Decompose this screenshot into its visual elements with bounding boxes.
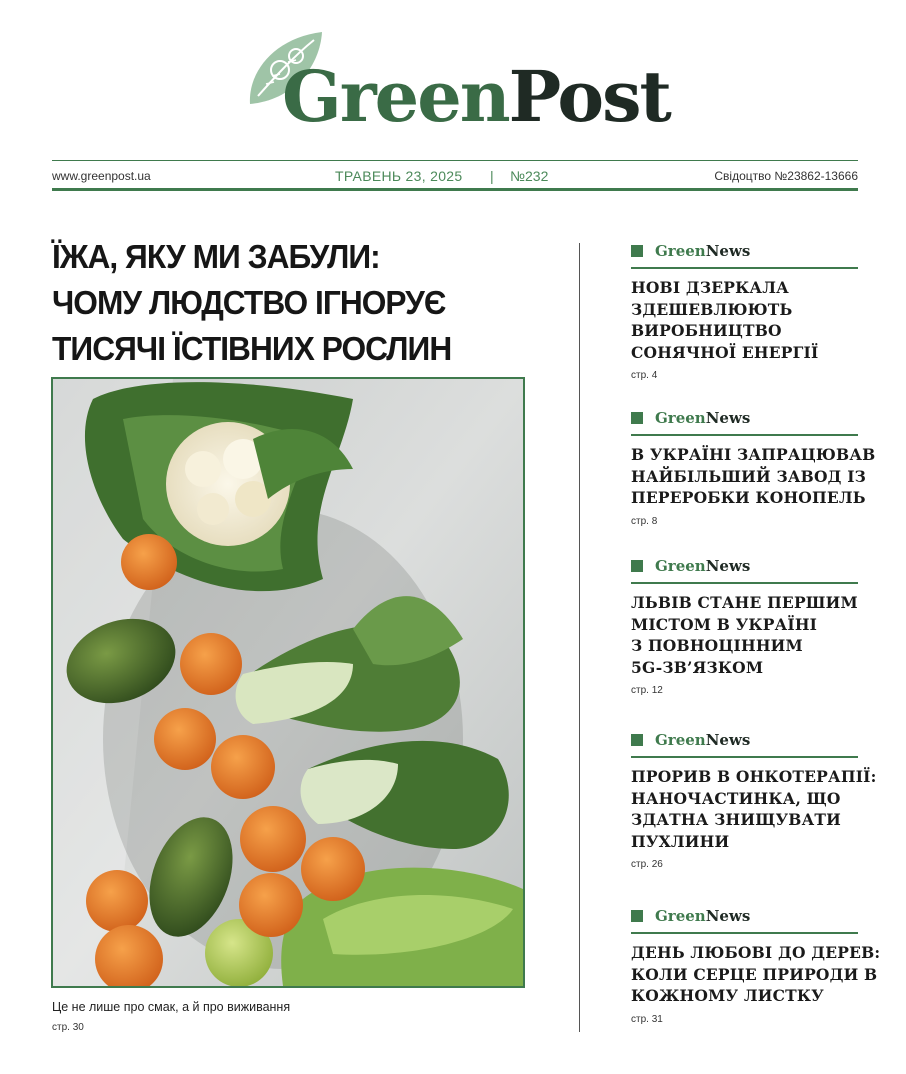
- news-rule: [631, 434, 858, 436]
- news-title-line: 5G-ЗВ’ЯЗКОМ: [631, 657, 764, 677]
- issue-date: ТРАВЕНЬ 23, 2025: [335, 168, 463, 184]
- photo-caption: Це не лише про смак, а й про виживання: [52, 1000, 291, 1014]
- section-label: [631, 730, 858, 750]
- square-bullet-icon: [631, 734, 643, 746]
- logo-green-part: Green: [282, 55, 509, 138]
- headline-line: ТИСЯЧІ ЇСТІВНИХ РОСЛИН: [52, 330, 452, 367]
- main-photo[interactable]: [51, 377, 525, 988]
- label-green: Green: [655, 557, 706, 575]
- label-news: News: [705, 409, 751, 427]
- news-item[interactable]: [631, 241, 858, 381]
- news-title-line: ЛЬВІВ СТАНЕ ПЕРШИМ: [631, 593, 858, 612]
- news-title[interactable]: [631, 444, 876, 509]
- label-green: Green: [655, 409, 706, 427]
- news-page: стр. 26: [631, 859, 663, 870]
- news-title-line: ВИРОБНИЦТВО: [631, 321, 782, 340]
- news-item[interactable]: [631, 906, 881, 1025]
- news-rule: [631, 582, 858, 584]
- news-page: стр. 12: [631, 685, 663, 696]
- news-page: стр. 8: [631, 515, 658, 527]
- news-title-line: ПРОРИВ В ОНКОТЕРАПІЇ:: [631, 767, 877, 786]
- headline-line: ЇЖА, ЯКУ МИ ЗАБУЛИ:: [52, 238, 380, 275]
- issue-number: №232: [510, 168, 549, 184]
- main-headline[interactable]: [52, 234, 542, 372]
- news-rule: [631, 932, 858, 934]
- label-news: News: [705, 242, 751, 260]
- masthead-top-rule: [52, 160, 858, 161]
- column-divider: [579, 243, 580, 1032]
- masthead-bottom-rule: [52, 188, 858, 191]
- news-page: стр. 4: [631, 370, 658, 381]
- section-label: [631, 906, 858, 926]
- news-title-line: НОВІ ДЗЕРКАЛА: [631, 278, 789, 297]
- label-news: News: [705, 731, 751, 749]
- news-title-line: В УКРАЇНІ ЗАПРАЦЮВАВ: [631, 445, 876, 464]
- news-item[interactable]: [631, 556, 858, 696]
- label-green: Green: [655, 907, 706, 925]
- news-page: стр. 31: [631, 1013, 663, 1025]
- news-title-line: ЗДЕШЕВЛЮЮТЬ: [631, 299, 793, 319]
- square-bullet-icon: [631, 245, 643, 257]
- news-title-line: МІСТОМ В УКРАЇНІ: [631, 614, 818, 634]
- logo-post-part: Post: [508, 55, 670, 138]
- news-title[interactable]: [631, 592, 858, 678]
- news-title[interactable]: [631, 277, 858, 363]
- section-label: [631, 408, 858, 428]
- news-title-line: ПУХЛИНИ: [631, 831, 730, 851]
- label-news: News: [705, 557, 751, 575]
- main-article-page: стр. 30: [52, 1022, 84, 1033]
- logo-wordmark[interactable]: [282, 55, 670, 138]
- website-link[interactable]: www.greenpost.ua: [52, 169, 151, 183]
- news-item[interactable]: [631, 730, 877, 870]
- date-separator: |: [490, 168, 494, 184]
- certificate-number: Свідоцтво №23862-13666: [714, 169, 858, 183]
- headline-line: ЧОМУ ЛЮДСТВО ІГНОРУЄ: [52, 284, 446, 321]
- news-title[interactable]: [631, 766, 877, 852]
- news-title[interactable]: [631, 942, 881, 1007]
- news-title-line: СОНЯЧНОЇ ЕНЕРГІЇ: [631, 342, 819, 362]
- section-label: [631, 241, 858, 261]
- news-rule: [631, 756, 858, 758]
- news-title-line: КОЛИ СЕРЦЕ ПРИРОДИ В: [631, 964, 878, 984]
- news-title-line: ДЕНЬ ЛЮБОВІ ДО ДЕРЕВ:: [631, 943, 881, 962]
- news-title-line: НАЙБІЛЬШИЙ ЗАВОД ІЗ: [631, 466, 867, 486]
- label-news: News: [705, 907, 751, 925]
- square-bullet-icon: [631, 560, 643, 572]
- news-rule: [631, 267, 858, 269]
- news-item[interactable]: [631, 408, 876, 527]
- news-title-line: ЗДАТНА ЗНИЩУВАТИ: [631, 810, 841, 829]
- section-label: [631, 556, 858, 576]
- label-green: Green: [655, 242, 706, 260]
- label-green: Green: [655, 731, 706, 749]
- square-bullet-icon: [631, 910, 643, 922]
- news-title-line: З ПОВНОЦІННИМ: [631, 636, 803, 655]
- news-title-line: НАНОЧАСТИНКА, ЩО: [631, 788, 841, 808]
- square-bullet-icon: [631, 412, 643, 424]
- news-title-line: КОЖНОМУ ЛИСТКУ: [631, 986, 824, 1005]
- news-title-line: ПЕРЕРОБКИ КОНОПЕЛЬ: [631, 488, 866, 507]
